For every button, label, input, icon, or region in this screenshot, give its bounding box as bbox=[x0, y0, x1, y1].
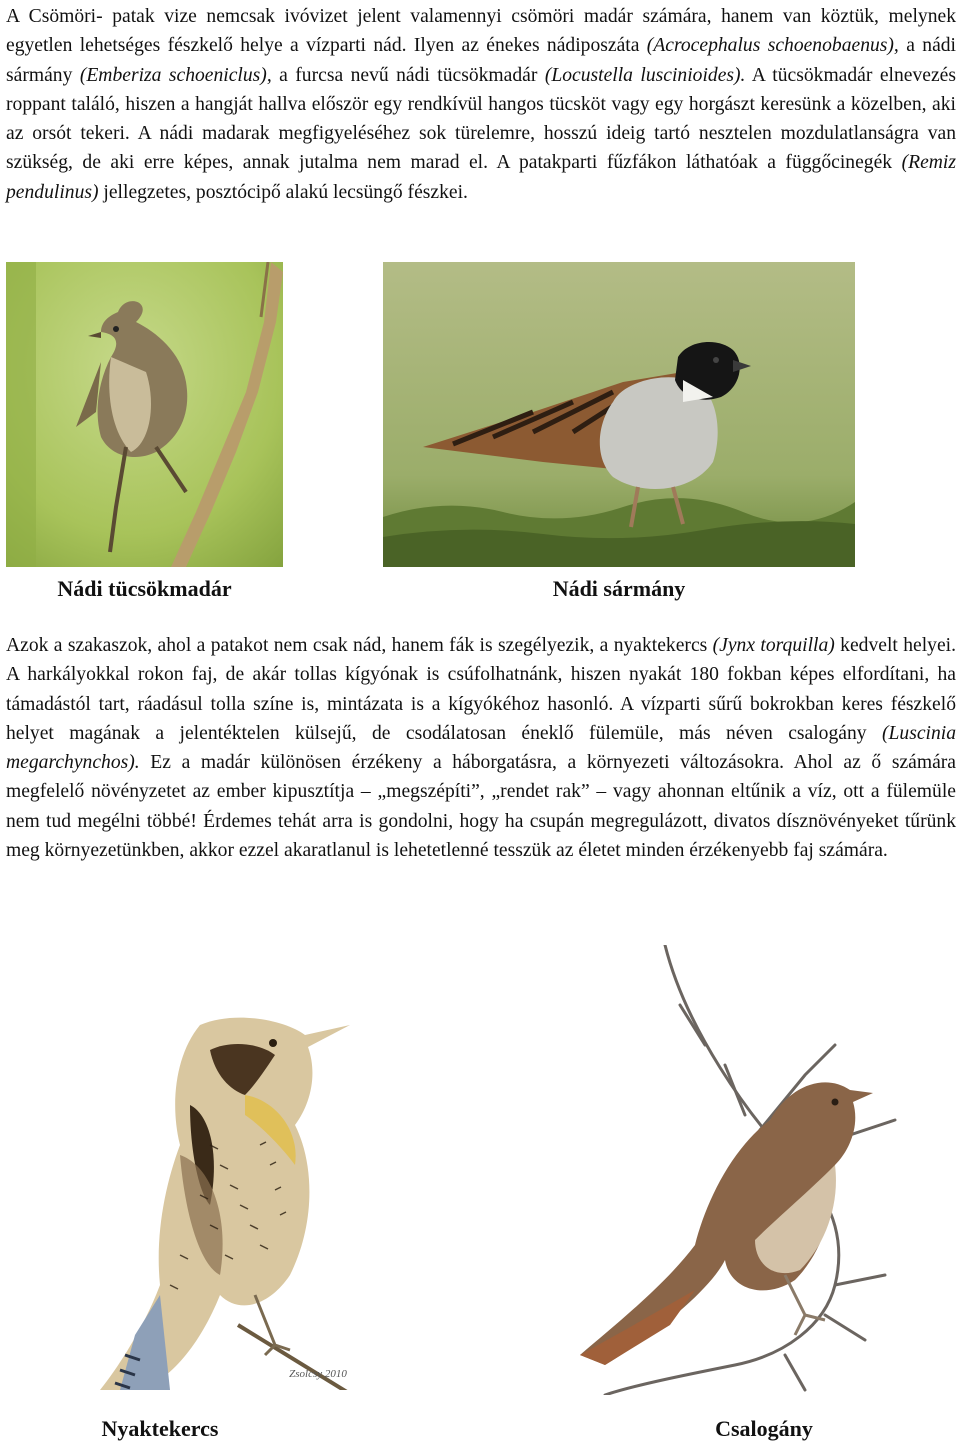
caption-csalogany: Csalogány bbox=[715, 1416, 813, 1441]
latin-name: (Locustella luscinioides). bbox=[544, 64, 746, 86]
latin-name: (Luscinia megarchynchos). bbox=[6, 722, 956, 774]
text-span: A tücsökmadár elnevezés roppant találó, hiszen a hangját hallva először egy rendkívül hangos tücsköt vagy egy horgászt keresünk a közelben, aki az orsót tekeri. A nádi madarak megfigyeléséhez sok türelemre, hosszú ideig tartó nesztelen mozdulatlanságra van szükség, de aki erre képes, annak jutalma nem marad el. A patakparti fűzfákon láthatóak a függőcinegék bbox=[6, 64, 956, 174]
text-span: Azok a szakaszok, ahol a patakot nem csak nád, hanem fák is szegélyezik, a nyaktekercs bbox=[6, 635, 713, 656]
text-span: A Csömöri- patak vize nemcsak ivóvizet jelent valamennyi csömöri madár számára, hanem van köztük, melynek egyetlen lehetséges fészkelő helye a vízparti nád. Ilyen az énekes nádiposzáta bbox=[6, 6, 956, 57]
illustration-nyaktekercs bbox=[60, 995, 360, 1390]
artist-signature: Zsolcsy 2010 bbox=[289, 1368, 347, 1380]
caption-nadi-sarmany: Nádi sármány bbox=[552, 576, 686, 601]
intro-paragraph bbox=[6, 2, 956, 207]
illustration-csalogany bbox=[505, 945, 940, 1395]
text-span: a nádi sármány bbox=[6, 35, 957, 86]
text-span: jellegzetes, posztócipő alakú lecsüngő fészkei. bbox=[98, 181, 468, 203]
latin-name: (Emberiza schoeniclus), bbox=[79, 64, 272, 86]
latin-name: (Acrocephalus schoenobaenus), bbox=[646, 35, 899, 57]
text-span: Ez a madár különösen érzékeny a háborgatásra, a környezeti változásokra. Ahol az ő számára megfelelő növényzetet az ember kipusztítja – „megszépíti”, „rendet rak” – vagy ahonnan eltűnik a víz, ott a fülemüle nem tud megélni többé! Érdemes tehát arra is gondolni, hogy ha csupán megregulázott, divatos dísznövényeket tűrünk meg környezetünkben, akkor ezzel akaratlanul is lehetetlenné tesszük az életet minden érzékenyebb faj számára. bbox=[6, 752, 956, 862]
main-paragraph bbox=[6, 631, 956, 865]
text-span: a furcsa nevű nádi tücsökmadár bbox=[271, 64, 545, 86]
photo-nadi-sarmany bbox=[383, 262, 855, 567]
latin-name: (Jynx torquilla) bbox=[712, 635, 835, 656]
text-span: kedvelt helyei. A harkályokkal rokon faj, de akár tollas kígyónak is csúfolhatnánk, hiszen nyakát 180 fokban képes elfordítani, ha támadástól tart, ráadásul tolla színe is, mintázata is a kígyókéhoz hasonló. A vízparti sűrű bokrokban keres fészkelő helyet magának a jelentéktelen külsejű, de csodálatosan éneklő fülemüle, más néven csalogány bbox=[6, 635, 956, 744]
caption-nadi-tucsokmadar: Nádi tücsökmadár bbox=[57, 576, 232, 601]
latin-name: (Remiz pendulinus) bbox=[6, 152, 956, 203]
photo-nadi-tucsokmadar bbox=[6, 262, 283, 567]
caption-nyaktekercs: Nyaktekercs bbox=[101, 1416, 219, 1441]
